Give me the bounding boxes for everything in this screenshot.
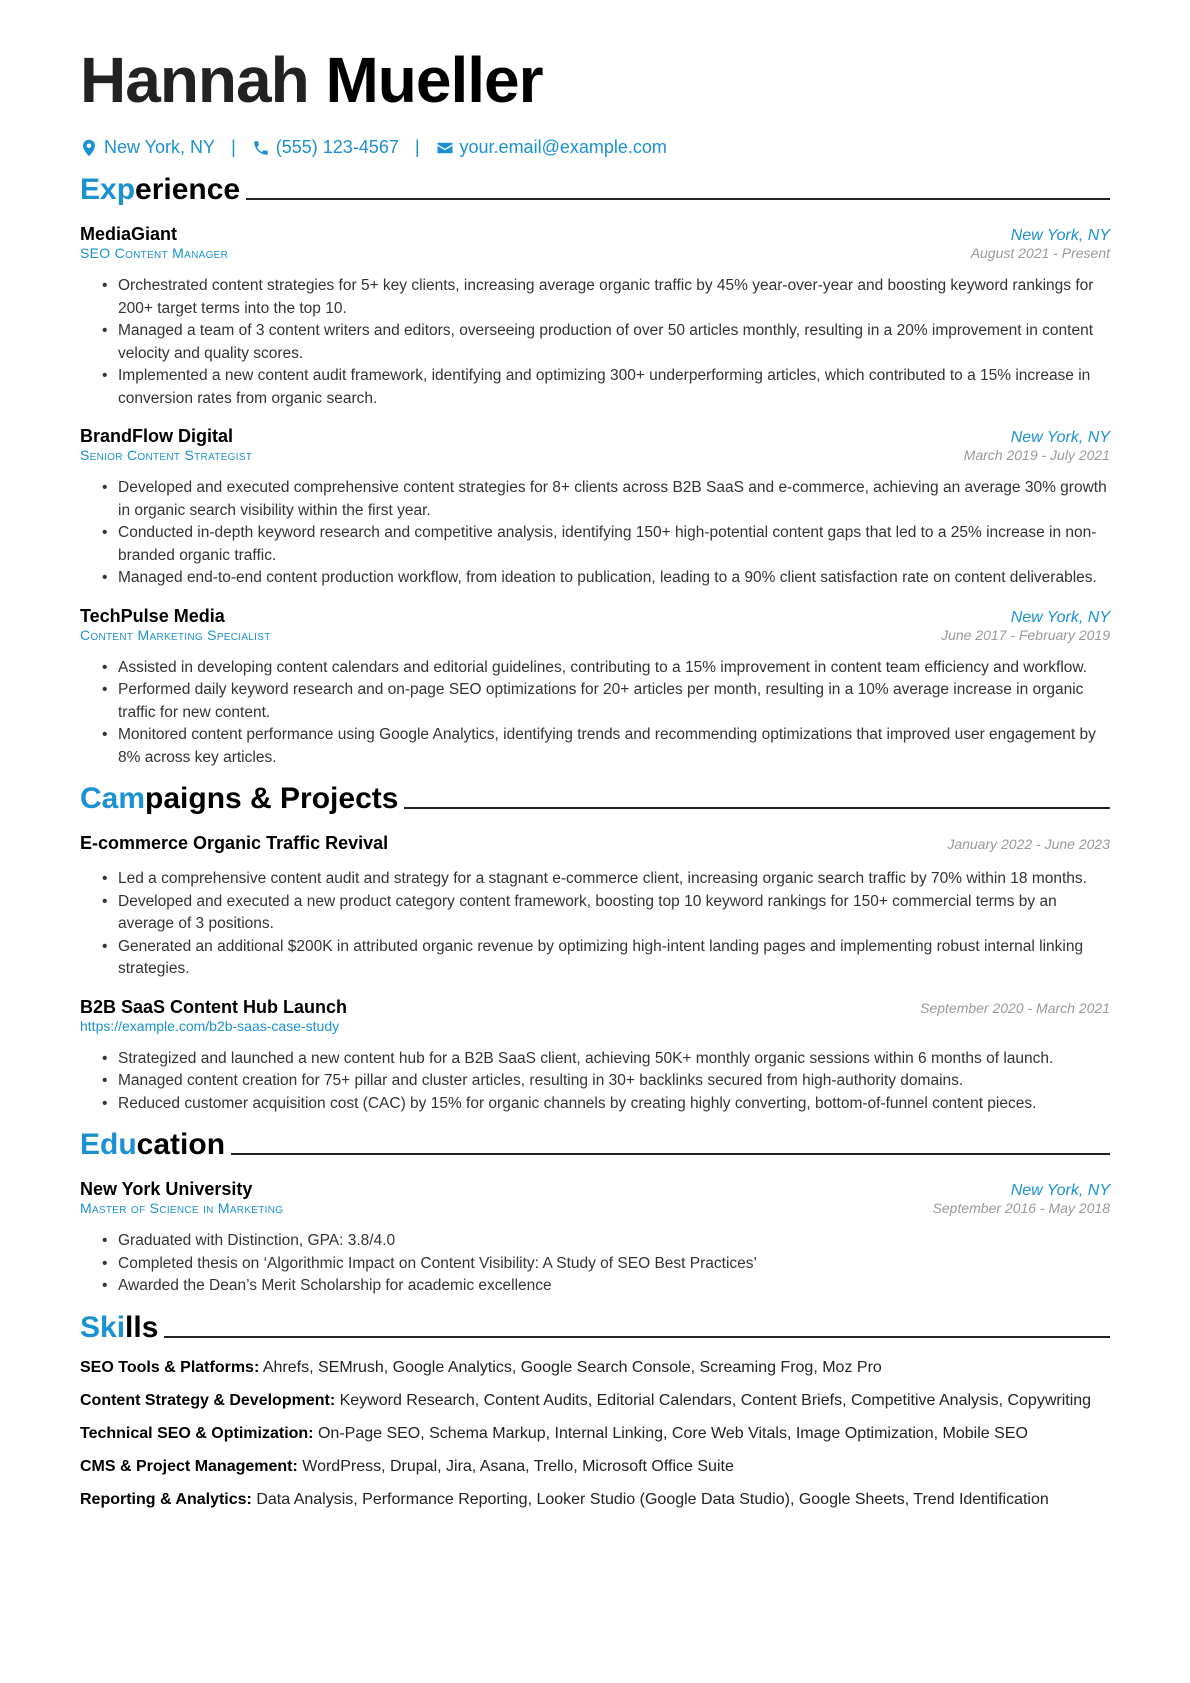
bullet-item: • Strategized and launched a new content hub for a B2B SaaS client, achieving 50K+ monthly organic sessions within 6 months of launch. bbox=[118, 1048, 1110, 1071]
company-name: TechPulse Media bbox=[80, 605, 225, 626]
skill-row bbox=[80, 1422, 1110, 1445]
project-name: E-commerce Organic Traffic Revival bbox=[80, 833, 389, 853]
section-skills bbox=[80, 1308, 1110, 1346]
phone-icon bbox=[252, 139, 270, 157]
job-title: SEO Content Manager bbox=[80, 245, 229, 261]
bullet-item: • Monitored content performance using Google Analytics, identifying trends and recommending optimizations that improved user engagement by 8% across key articles. bbox=[118, 724, 1110, 769]
entry-header-row bbox=[80, 997, 1110, 1018]
entry-dates: March 2019 - July 2021 bbox=[963, 447, 1110, 463]
entry-dates: September 2020 - March 2021 bbox=[920, 999, 1110, 1016]
bullet-list bbox=[118, 477, 1110, 590]
company-entry bbox=[80, 224, 1110, 410]
entry-subheader-row bbox=[80, 245, 1110, 261]
skill-row bbox=[80, 1356, 1110, 1379]
skill-values: Data Analysis, Performance Reporting, Looker Studio (Google Data Studio), Google Sheets, Trend Identification bbox=[256, 1490, 1049, 1508]
bullet-item: • Managed content creation for 75+ pillar and cluster articles, resulting in 30+ backlinks secured from high-authority domains. bbox=[118, 1070, 1110, 1093]
bullet-item: • Reduced customer acquisition cost (CAC) by 15% for organic channels by creating highly converting, bottom-of-funnel content pieces. bbox=[118, 1093, 1110, 1116]
email-item[interactable]: your.email@example.com bbox=[436, 137, 667, 158]
entry-dates: August 2021 - Present bbox=[970, 245, 1110, 261]
section-title: Campaigns & Projects bbox=[80, 782, 399, 815]
section-title: Experience bbox=[80, 173, 241, 206]
skill-category: CMS & Project Management: bbox=[80, 1457, 298, 1475]
bullet-item: • Graduated with Distinction, GPA: 3.8/4.0 bbox=[118, 1230, 1110, 1253]
project-link[interactable]: https://example.com/b2b-saas-case-study bbox=[80, 1017, 340, 1034]
skill-row bbox=[80, 1389, 1110, 1412]
skill-row bbox=[80, 1455, 1110, 1478]
entry-dates: January 2022 - June 2023 bbox=[947, 836, 1110, 852]
entry-location: New York, NY bbox=[1010, 608, 1110, 626]
bullet-list bbox=[118, 657, 1110, 770]
skill-row bbox=[80, 1488, 1110, 1511]
skill-values: Keyword Research, Content Audits, Editorial Calendars, Content Briefs, Competitive Analysis, Copywriting bbox=[339, 1391, 1092, 1409]
separator: | bbox=[231, 136, 236, 157]
education-name: New York University bbox=[80, 1179, 253, 1199]
projects-list bbox=[80, 833, 1110, 1115]
entry-subheader-row bbox=[80, 447, 1110, 463]
bullet-item: • Led a comprehensive content audit and strategy for a stagnant e-commerce client, increasing organic search traffic by 70% within 18 months. bbox=[118, 868, 1110, 891]
company-entry bbox=[80, 606, 1110, 770]
map-pin-icon bbox=[80, 139, 98, 157]
entry-header-row bbox=[80, 1179, 1110, 1200]
entry-header-row bbox=[80, 606, 1110, 627]
skills-list bbox=[80, 1356, 1110, 1511]
entry-header-row bbox=[80, 426, 1110, 447]
project-entry bbox=[80, 833, 1110, 981]
education-entry bbox=[80, 1179, 1110, 1298]
entry-location: New York, NY bbox=[1010, 227, 1110, 244]
divider bbox=[231, 1153, 1110, 1155]
bullet-list bbox=[118, 1048, 1110, 1116]
project-entry bbox=[80, 997, 1110, 1116]
bullet-item: • Implemented a new content audit framework, identifying and optimizing 300+ underperforming articles, which contributed to a 15% increase in conversion rates from organic search. bbox=[118, 365, 1110, 410]
company-name: MediaGiant bbox=[80, 224, 178, 244]
entry-header-row bbox=[80, 224, 1110, 245]
bullet-item: • Managed a team of 3 content writers and editors, overseeing production of over 50 articles monthly, resulting in a 20% improvement in content velocity and quality scores. bbox=[118, 320, 1110, 365]
job-title: Content Marketing Specialist bbox=[80, 626, 271, 643]
bullet-item: • Completed thesis on ‘Algorithmic Impact on Content Visibility: A Study of SEO Best Practices’ bbox=[118, 1253, 1110, 1276]
degree: Master of Science in Marketing bbox=[80, 1200, 284, 1216]
skill-category: Technical SEO & Optimization: bbox=[80, 1424, 314, 1442]
education-list bbox=[80, 1179, 1110, 1298]
entry-subheader-row bbox=[80, 627, 1110, 643]
resume bbox=[80, 40, 1110, 1511]
skill-values: Ahrefs, SEMrush, Google Analytics, Google Search Console, Screaming Frog, Moz Pro bbox=[262, 1358, 882, 1376]
entry-subheader-row bbox=[80, 1200, 1110, 1216]
bullet-item: • Assisted in developing content calendars and editorial guidelines, contributing to a 15% improvement in content team efficiency and workflow. bbox=[118, 657, 1110, 680]
skill-category: Content Strategy & Development: bbox=[80, 1391, 336, 1409]
bullet-item: • Conducted in-depth keyword research and competitive analysis, identifying 150+ high-potential content gaps that led to a 25% increase in non-branded organic traffic. bbox=[118, 522, 1110, 567]
bullet-item: • Managed end-to-end content production workflow, from ideation to publication, leading to a 90% client satisfaction rate on content deliverables. bbox=[118, 567, 1110, 590]
section-projects bbox=[80, 779, 1110, 817]
phone-item[interactable]: (555) 123-4567 bbox=[252, 137, 399, 158]
bullet-item: • Awarded the Dean’s Merit Scholarship for academic excellence bbox=[118, 1275, 1110, 1298]
bullet-item: • Performed daily keyword research and on-page SEO optimizations for 20+ articles per month, resulting in a 10% average increase in organic traffic for new content. bbox=[118, 679, 1110, 724]
bullet-list bbox=[118, 1230, 1110, 1298]
skill-category: Reporting & Analytics: bbox=[80, 1490, 252, 1508]
bullet-item: • Generated an additional $200K in attributed organic revenue by optimizing high-intent landing pages and implementing robust internal linking strategies. bbox=[118, 936, 1110, 981]
experience-list bbox=[80, 224, 1110, 769]
entry-location: New York, NY bbox=[1010, 1182, 1110, 1199]
bullet-item: • Developed and executed a new product category content framework, boosting top 10 keyword rankings for 150+ commercial terms by an average of 3 positions. bbox=[118, 891, 1110, 936]
skill-category: SEO Tools & Platforms: bbox=[80, 1358, 260, 1376]
project-name: B2B SaaS Content Hub Launch bbox=[80, 996, 348, 1017]
company-name: BrandFlow Digital bbox=[80, 426, 233, 446]
divider bbox=[246, 198, 1110, 200]
section-education bbox=[80, 1125, 1110, 1163]
bullet-item: • Developed and executed comprehensive content strategies for 8+ clients across B2B SaaS and e-commerce, achieving an average 30% growth in organic search visibility within the first year. bbox=[118, 477, 1110, 522]
entry-dates: September 2016 - May 2018 bbox=[932, 1200, 1110, 1216]
entry-header-row bbox=[80, 833, 1110, 854]
entry-location: New York, NY bbox=[1010, 429, 1110, 446]
candidate-name: Hannah Mueller bbox=[80, 44, 543, 116]
skill-values: On-Page SEO, Schema Markup, Internal Linking, Core Web Vitals, Image Optimization, Mobile SEO bbox=[317, 1424, 1028, 1442]
divider bbox=[164, 1336, 1110, 1338]
location-item: New York, NY bbox=[80, 137, 215, 158]
section-title: Education bbox=[80, 1128, 226, 1161]
job-title: Senior Content Strategist bbox=[80, 447, 253, 463]
divider bbox=[404, 807, 1110, 809]
skill-values: WordPress, Drupal, Jira, Asana, Trello, Microsoft Office Suite bbox=[302, 1457, 734, 1475]
section-experience bbox=[80, 170, 1110, 208]
separator: | bbox=[414, 136, 420, 157]
contact-bar bbox=[80, 134, 1110, 160]
envelope-icon bbox=[436, 139, 454, 157]
entry-dates: June 2017 - February 2019 bbox=[941, 626, 1110, 643]
bullet-list bbox=[118, 275, 1110, 410]
section-title: Skills bbox=[80, 1310, 159, 1344]
bullet-list bbox=[118, 868, 1110, 981]
company-entry bbox=[80, 426, 1110, 590]
entry-subheader-row bbox=[80, 1018, 1110, 1034]
bullet-item: • Orchestrated content strategies for 5+ key clients, increasing average organic traffic by 45% year-over-year and boosting keyword rankings for 200+ target terms into the top 10. bbox=[118, 275, 1110, 320]
